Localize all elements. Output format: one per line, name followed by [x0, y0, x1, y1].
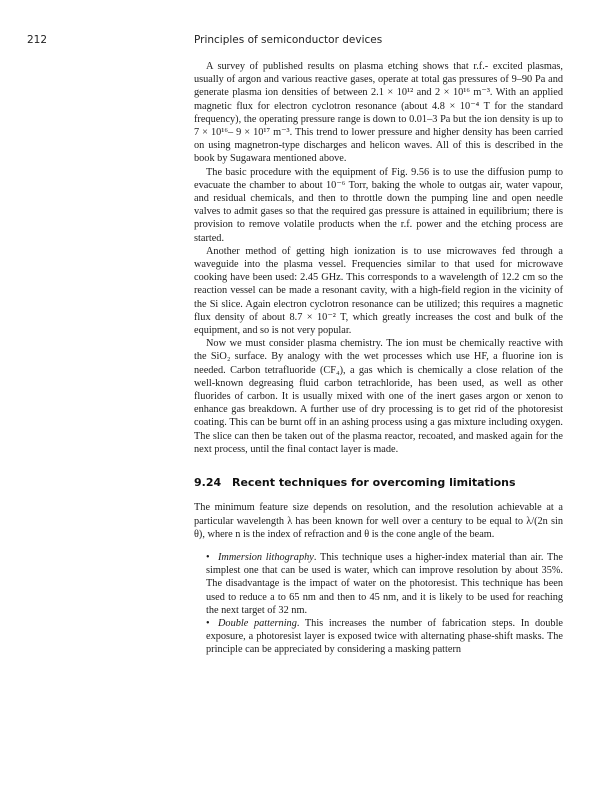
paragraph: A survey of published results on plasma etching shows that r.f.- excited plasmas, usually of argon and various reactive gases, operate at total gas pressures of 9–90 Pa and generate plasma ion densities of between 2.1 × 10¹² and 2 × 10¹⁶ m⁻³. With an applied magnetic flux for electron cyclotron resonance (about 4.8 × 10⁻⁴ T for the standard frequency), the operating pressure range is down to 0.01–3 Pa but the ion density is up to 7 × 10¹⁶– 9 × 10¹⁷ m⁻³. This trend to lower pressure and higher density has been carried on using magnetron-type discharges and helicon waves. All of this is described in the book by Sugawara mentioned above. [194, 61, 563, 165]
bullet-text: . This technique uses a higher-index material than air. The simplest one that can be used is water, which can improve resolution by about 35%. The disadvantage is the impact of water on the photoresist. This technique has been used to reduce a to 65 nm and then to 45 nm, and it is likely to be used for reaching the next target of 32 nm. [206, 551, 563, 616]
bullet-dot: • [206, 551, 210, 563]
body-text [194, 60, 563, 657]
paragraph: Another method of getting high ionization is to use microwaves fed through a waveguide into the plasma vessel. Frequencies similar to that used for microwave cooking have been used: 2.45 GHz. This corresponds to a wavelength of 12.2 cm so the reaction vessel can be made a resonant cavity, with a high-field region in the vicinity of the Si slice. Again electron cyclotron resonance can be utilized; this requires a magnetic flux density of about 8.7 × 10⁻² T, which greatly increases the cost and bulk of the equipment, and so is not very popular. [194, 245, 563, 337]
bullet-item [194, 551, 563, 617]
running-title: Principles of semiconductor devices [194, 34, 383, 46]
section-number: 9.24 [194, 476, 222, 490]
paragraph: The basic procedure with the equipment of Fig. 9.56 is to use the diffusion pump to evacuate the chamber to about 10⁻⁶ Torr, baking the whole to outgas air, water vapour, and residual chemicals, and then to throttle down the pumping line and open needle valves to admit gases so that the required gas pressure is attained in equilibrium; there is provision to remove volatile products when the r.f. power and the etching process are started. [194, 166, 563, 244]
section-title: Recent techniques for overcoming limitations [232, 476, 516, 490]
bullet-term: Double patterning [218, 617, 297, 629]
bullet-item [194, 617, 563, 657]
bullet-term: Immersion lithography [218, 551, 314, 563]
page-number: 212 [27, 34, 48, 46]
bullet-dot: • [206, 617, 210, 629]
paragraph: Now we must consider plasma chemistry. The ion must be chemically reactive with the SiO₂ surface. By analogy with the wet processes which use HF, a fluorine ion is needed. Carbon tetrafluoride (CF₄), a gas which is chemically a close relation of the well-known degreasing fluid carbon tetrachloride, has been used, as well as other fluorides of carbon. It is usually mixed with one of the inert gases argon or xenon to enhance gas breakdown. A further use of dry processing is to get rid of the photoresist coating. This can be burnt off in an ashing process using a gas mixture including oxygen. The slice can then be taken out of the plasma reactor, recoated, and masked again for the next process, until the final contact layer is made. [194, 338, 563, 455]
bullet-text: . This increases the number of fabrication steps. In double exposure, a photoresist layer is exposed twice with alternating phase-shift masks. The principle can be appreciated by considering a masking pattern [206, 617, 563, 656]
section-intro: The minimum feature size depends on resolution, and the resolution achievable at a particular wavelength λ has been known for well over a century to be equal to λ/(2n sin θ), where n is the index of refraction and θ is the cone angle of the beam. [194, 502, 563, 540]
section-heading [194, 476, 563, 489]
